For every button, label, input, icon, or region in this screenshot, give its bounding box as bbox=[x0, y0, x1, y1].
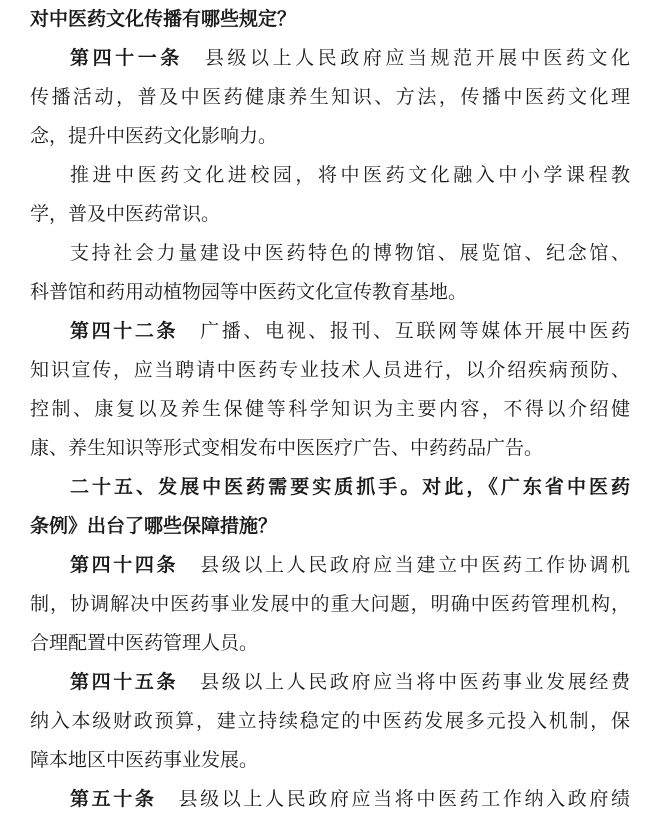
article-42-line-4: 康、养生知识等形式变相发布中医医疗广告、中药药品广告。 bbox=[30, 437, 544, 459]
article-45-line-1 bbox=[30, 663, 630, 702]
article-41-line-2: 传播活动，普及中医药健康养生知识、方法，传播中医药文化理 bbox=[30, 86, 630, 108]
article-45-label: 第四十五条 bbox=[70, 671, 179, 693]
article-50-label: 第五十条 bbox=[70, 788, 157, 810]
article-42-line-3: 控制、康复以及养生保健等科学知识为主要内容，不得以介绍健 bbox=[30, 398, 630, 420]
article-41-label: 第四十一条 bbox=[70, 47, 183, 69]
article-50-text-1: 县级以上人民政府应当将中医药工作纳入政府绩 bbox=[178, 788, 630, 810]
article-50-line-1 bbox=[30, 780, 630, 819]
document-page bbox=[30, 0, 630, 819]
article-41-line-1 bbox=[30, 39, 630, 78]
article-41-p3-line-1: 支持社会力量建设中医药特色的博物馆、展览馆、纪念馆、 bbox=[70, 242, 630, 264]
article-42-text-1: 广播、电视、报刊、互联网等媒体开展中医药 bbox=[200, 320, 630, 342]
article-41-text-1: 县级以上人民政府应当规范开展中医药文化 bbox=[204, 47, 630, 69]
article-41-line-3: 念，提升中医药文化影响力。 bbox=[30, 125, 278, 147]
article-44-line-3: 合理配置中医药管理人员。 bbox=[30, 632, 259, 654]
question-25-line-2: 条例》出台了哪些保障措施？ bbox=[30, 515, 278, 537]
article-45-line-2: 纳入本级财政预算，建立持续稳定的中医药发展多元投入机制，保 bbox=[30, 710, 630, 732]
article-42-line-2: 知识宣传，应当聘请中医药专业技术人员进行，以介绍疾病预防、 bbox=[30, 359, 630, 381]
article-41-p2-line-2: 学，普及中医药常识。 bbox=[30, 203, 221, 225]
article-45-line-3: 障本地区中医药事业发展。 bbox=[30, 749, 259, 771]
article-41-p2-line-1: 推进中医药文化进校园，将中医药文化融入中小学课程教 bbox=[70, 164, 630, 186]
article-44-text-1: 县级以上人民政府应当建立中医药工作协调机 bbox=[200, 554, 630, 576]
article-42-label: 第四十二条 bbox=[70, 320, 179, 342]
question-heading: 对中医药文化传播有哪些规定？ bbox=[30, 8, 297, 30]
article-44-line-2: 制，协调解决中医药事业发展中的重大问题，明确中医药管理机构， bbox=[30, 593, 630, 615]
article-45-text-1: 县级以上人民政府应当将中医药事业发展经费 bbox=[200, 671, 630, 693]
article-44-label: 第四十四条 bbox=[70, 554, 179, 576]
article-44-line-1 bbox=[30, 546, 630, 585]
article-42-line-1 bbox=[30, 312, 630, 351]
question-25-line-1: 二十五、发展中医药需要实质抓手。对此，《广东省中医药 bbox=[70, 476, 630, 498]
article-41-p3-line-2: 科普馆和药用动植物园等中医药文化宣传教育基地。 bbox=[30, 281, 468, 303]
